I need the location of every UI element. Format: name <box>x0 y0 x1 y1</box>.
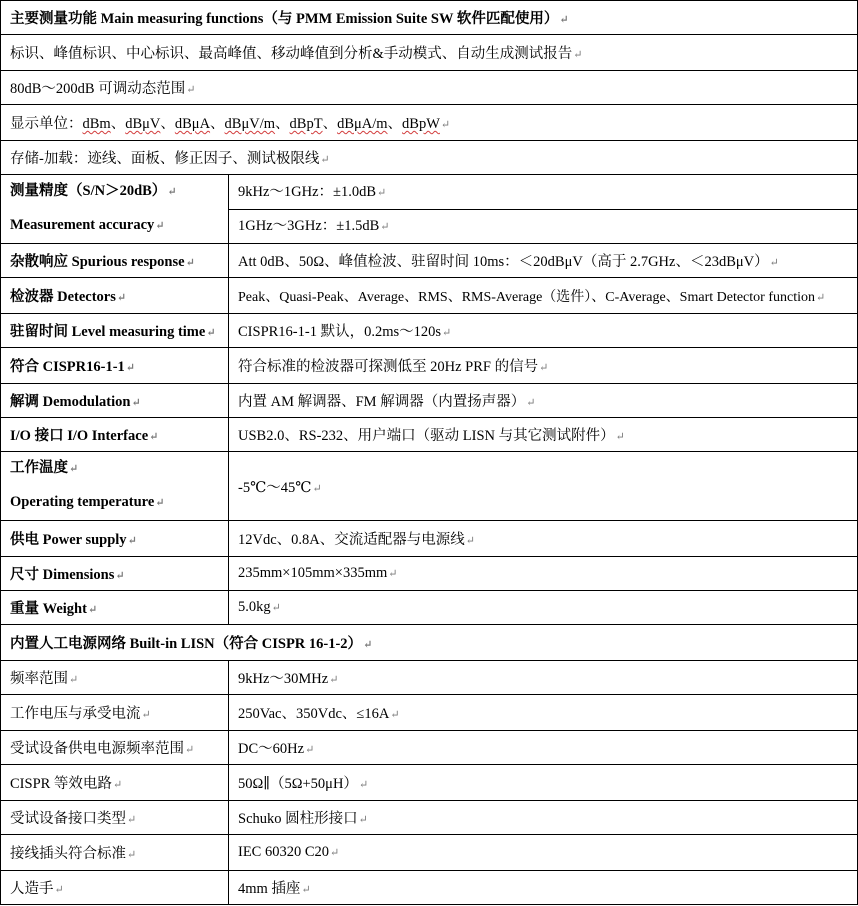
table-row <box>1 384 858 418</box>
spec-label: 尺寸 Dimensions↵ <box>1 557 229 591</box>
lisn-value: 250Vac、350Vdc、≤16A↵ <box>229 695 858 731</box>
lisn-label: 频率范围↵ <box>1 661 229 695</box>
lisn-label: 工作电压与承受电流↵ <box>1 695 229 731</box>
table-row <box>1 418 858 452</box>
spec-value: Peak、Quasi-Peak、Average、RMS、RMS-Average（选件）、C-Average、Smart Detector function↵ <box>229 278 858 314</box>
lisn-value: 50Ω∥（5Ω+50μH）↵ <box>229 765 858 801</box>
accuracy-value: 1GHz～3GHz：±1.5dB↵ <box>229 209 857 242</box>
lisn-value: 9kHz～30MHz↵ <box>229 661 858 695</box>
accuracy-value: 9kHz～1GHz：±1.0dB↵ <box>238 184 387 200</box>
accuracy-label: 测量精度（S/N＞20dB）↵ Measurement accuracy↵ <box>1 175 229 244</box>
operating-temp-value: -5℃～45℃↵ <box>229 452 858 521</box>
operating-temp-label: 工作温度↵ Operating temperature↵ <box>1 452 229 521</box>
table-row <box>1 661 858 695</box>
table-row <box>1 765 858 801</box>
table-row <box>1 314 858 348</box>
spec-label: 重量 Weight↵ <box>1 591 229 625</box>
lisn-value: IEC 60320 C20↵ <box>229 835 858 871</box>
table-row <box>1 695 858 731</box>
table-row <box>1 625 858 661</box>
spec-label: 驻留时间 Level measuring time↵ <box>1 314 229 348</box>
table-row <box>1 835 858 871</box>
lisn-label: CISPR 等效电路↵ <box>1 765 229 801</box>
table-row <box>1 35 858 71</box>
spec-value: Att 0dB、50Ω、峰值检波、驻留时间 10ms：＜20dBμV（高于 2.7GHz、＜23dBμV）↵ <box>229 244 858 278</box>
spec-value: 12Vdc、0.8A、交流适配器与电源线↵ <box>229 521 858 557</box>
display-units-cell: 显示单位：dBm、dBμV、dBμA、dBμV/m、dBpT、dBμA/m、dBpW↵ <box>1 105 858 141</box>
spec-label: 符合 CISPR16-1-1↵ <box>1 348 229 384</box>
spec-value: 5.0kg↵ <box>229 591 858 625</box>
lisn-label: 受试设备供电电源频率范围↵ <box>1 731 229 765</box>
spec-value: 符合标准的检波器可探测低至 20Hz PRF 的信号↵ <box>229 348 858 384</box>
table-row <box>1 871 858 905</box>
table-row <box>1 105 858 141</box>
lisn-label: 接线插头符合标准↵ <box>1 835 229 871</box>
lisn-value: DC～60Hz↵ <box>229 731 858 765</box>
section-header-main-functions: 主要测量功能 Main measuring functions（与 PMM Emission Suite SW 软件匹配使用）↵ <box>1 1 858 35</box>
table-row <box>1 71 858 105</box>
table-row <box>1 801 858 835</box>
table-row <box>1 557 858 591</box>
table-row <box>1 1 858 35</box>
table-row <box>1 244 858 278</box>
lisn-value: 4mm 插座↵ <box>229 871 858 905</box>
spec-label: 解调 Demodulation↵ <box>1 384 229 418</box>
table-row <box>1 348 858 384</box>
lisn-value: Schuko 圆柱形接口↵ <box>229 801 858 835</box>
table-row <box>1 278 858 314</box>
accuracy-values <box>229 175 858 244</box>
table-row <box>1 591 858 625</box>
feature-cell: 标识、峰值标识、中心标识、最高峰值、移动峰值到分析&手动模式、自动生成测试报告↵ <box>1 35 858 71</box>
table-row <box>1 141 858 175</box>
table-row <box>1 175 858 244</box>
spec-label: I/O 接口 I/O Interface↵ <box>1 418 229 452</box>
feature-cell: 存储-加载：迹线、面板、修正因子、测试极限线↵ <box>1 141 858 175</box>
lisn-label: 人造手↵ <box>1 871 229 905</box>
feature-cell: 80dB～200dB 可调动态范围↵ <box>1 71 858 105</box>
table-row <box>1 521 858 557</box>
spec-label: 检波器 Detectors↵ <box>1 278 229 314</box>
spec-value: 内置 AM 解调器、FM 解调器（内置扬声器）↵ <box>229 384 858 418</box>
spec-label: 杂散响应 Spurious response↵ <box>1 244 229 278</box>
spec-label: 供电 Power supply↵ <box>1 521 229 557</box>
table-row <box>1 452 858 521</box>
spec-value: USB2.0、RS-232、用户端口（驱动 LISN 与其它测试附件）↵ <box>229 418 858 452</box>
lisn-label: 受试设备接口类型↵ <box>1 801 229 835</box>
table-row <box>1 731 858 765</box>
spec-value: 235mm×105mm×335mm↵ <box>229 557 858 591</box>
spec-value: CISPR16-1-1 默认，0.2ms～120s↵ <box>229 314 858 348</box>
section-header-lisn: 内置人工电源网络 Built-in LISN（符合 CISPR 16-1-2）↵ <box>1 625 858 661</box>
